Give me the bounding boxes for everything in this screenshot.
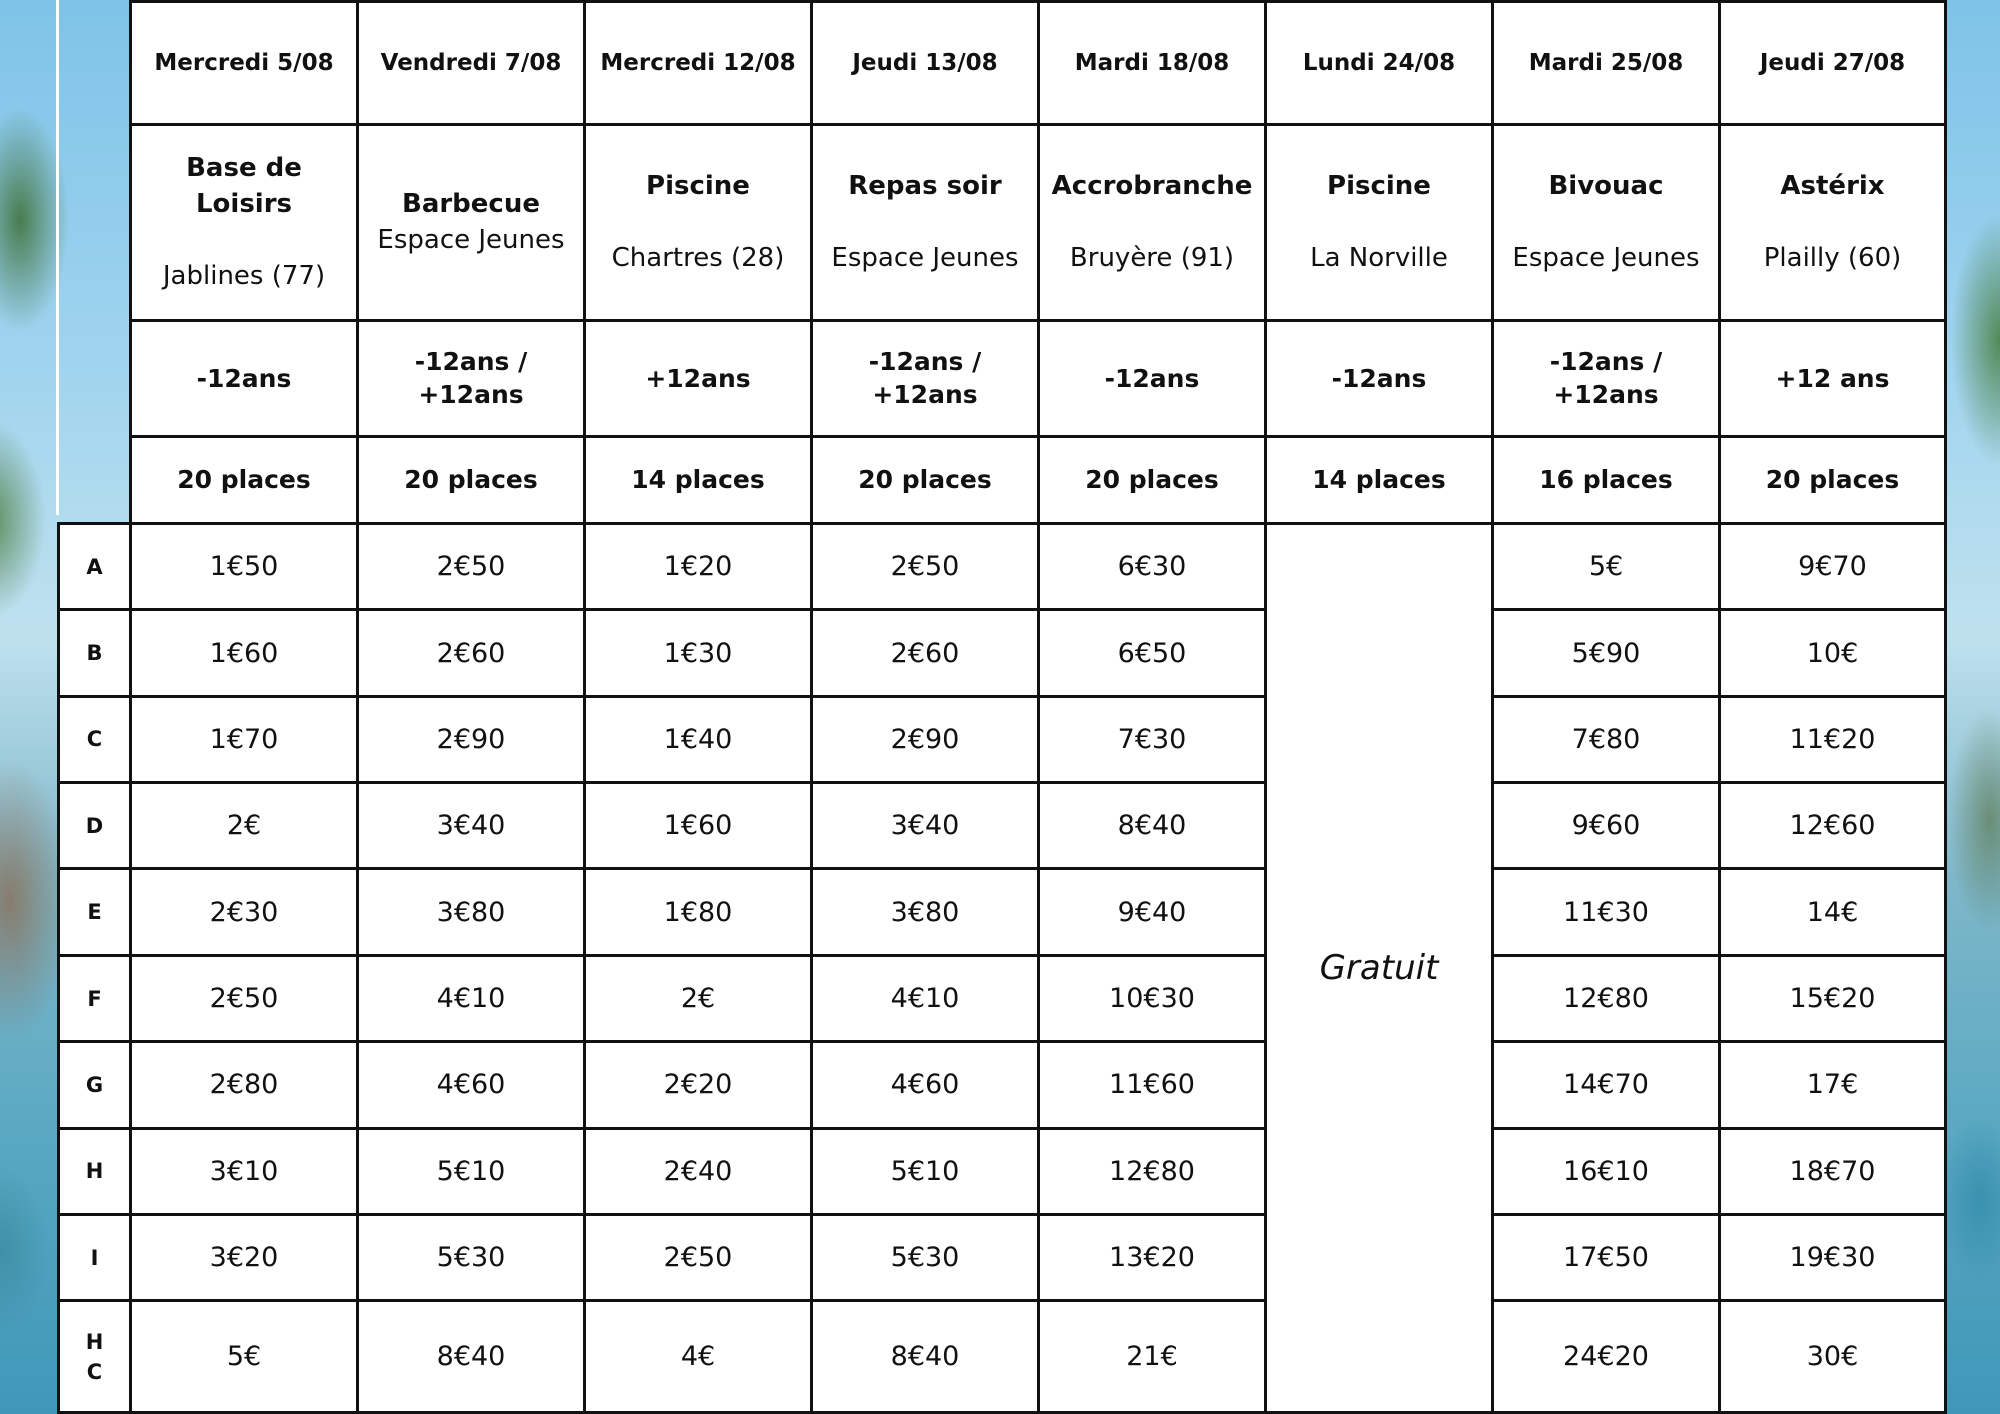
price-cell: 1€50 bbox=[131, 524, 358, 610]
tier-letter bbox=[59, 783, 131, 869]
price-cell: 4€ bbox=[585, 1301, 812, 1413]
tier-letter bbox=[59, 610, 131, 696]
age-cell bbox=[1720, 320, 1946, 436]
tier-letter bbox=[59, 955, 131, 1041]
price-cell: 5€90 bbox=[1493, 610, 1720, 696]
tier-letter bbox=[59, 696, 131, 782]
age-cell bbox=[1266, 320, 1493, 436]
activity-place: Bruyère (91) bbox=[1069, 243, 1235, 274]
tier-letter bbox=[59, 524, 131, 610]
price-cell: 30€ bbox=[1720, 1301, 1946, 1413]
price-cell: 21€ bbox=[1039, 1301, 1266, 1413]
price-cell: 2€80 bbox=[131, 1042, 358, 1128]
header-divider-line bbox=[56, 0, 59, 515]
background-palm-right bbox=[1940, 0, 2000, 1414]
date-label: Mardi 18/08 bbox=[1074, 49, 1230, 76]
places-cell: 20 places bbox=[1039, 436, 1266, 523]
date-header bbox=[1266, 2, 1493, 125]
price-row bbox=[59, 955, 1946, 1041]
price-cell: 2€90 bbox=[812, 696, 1039, 782]
price-cell: 6€50 bbox=[1039, 610, 1266, 696]
price-row bbox=[59, 524, 1946, 610]
date-label: Lundi 24/08 bbox=[1302, 49, 1456, 76]
price-cell: 8€40 bbox=[812, 1301, 1039, 1413]
price-row bbox=[59, 869, 1946, 955]
price-cell: 8€40 bbox=[1039, 783, 1266, 869]
tier-letter-text: D bbox=[85, 813, 104, 838]
date-label: Mercredi 12/08 bbox=[600, 49, 796, 76]
price-cell: 17€50 bbox=[1493, 1214, 1720, 1300]
price-cell: 4€10 bbox=[812, 955, 1039, 1041]
activity-title: Repas soir bbox=[848, 171, 1002, 202]
activity-place: Jablines (77) bbox=[162, 261, 326, 292]
activity-title: Accrobranche bbox=[1051, 171, 1253, 202]
price-cell: 1€60 bbox=[585, 783, 812, 869]
price-cell: 4€60 bbox=[358, 1042, 585, 1128]
price-cell: 5€ bbox=[1493, 524, 1720, 610]
date-label: Vendredi 7/08 bbox=[380, 49, 562, 76]
activity-cell bbox=[1039, 124, 1266, 320]
price-cell: 5€30 bbox=[812, 1214, 1039, 1300]
price-cell: 12€60 bbox=[1720, 783, 1946, 869]
date-header bbox=[131, 2, 358, 125]
price-cell: 2€30 bbox=[131, 869, 358, 955]
price-cell: 5€30 bbox=[358, 1214, 585, 1300]
activity-title: Base de Loisirs bbox=[186, 153, 302, 220]
price-row bbox=[59, 783, 1946, 869]
price-cell: 2€50 bbox=[358, 524, 585, 610]
age-line: +12ans bbox=[418, 380, 524, 410]
age-line: +12 ans bbox=[1775, 363, 1890, 393]
price-cell: 1€30 bbox=[585, 610, 812, 696]
date-header bbox=[1493, 2, 1720, 125]
price-cell: 3€80 bbox=[358, 869, 585, 955]
tier-letter bbox=[59, 1214, 131, 1300]
price-cell: 4€10 bbox=[358, 955, 585, 1041]
age-line: +12ans bbox=[1553, 380, 1659, 410]
activity-cell bbox=[1720, 124, 1946, 320]
price-cell: 1€20 bbox=[585, 524, 812, 610]
tier-letter-text: C bbox=[86, 727, 103, 752]
date-label: Jeudi 13/08 bbox=[852, 49, 998, 76]
activities-row bbox=[59, 124, 1946, 320]
activity-cell bbox=[812, 124, 1039, 320]
price-cell: 14€ bbox=[1720, 869, 1946, 955]
activity-place: Espace Jeunes bbox=[1512, 243, 1700, 274]
price-cell: 15€20 bbox=[1720, 955, 1946, 1041]
activity-title: Bivouac bbox=[1548, 171, 1664, 202]
date-label: Jeudi 27/08 bbox=[1759, 49, 1906, 76]
age-cell bbox=[131, 320, 358, 436]
price-cell: 9€70 bbox=[1720, 524, 1946, 610]
places-cell: 14 places bbox=[1266, 436, 1493, 523]
activity-place: Espace Jeunes bbox=[831, 243, 1019, 274]
price-cell: 7€30 bbox=[1039, 696, 1266, 782]
age-line: -12ans bbox=[196, 363, 292, 393]
age-cell bbox=[812, 320, 1039, 436]
price-cell: 1€60 bbox=[131, 610, 358, 696]
price-cell: 11€30 bbox=[1493, 869, 1720, 955]
date-header bbox=[358, 2, 585, 125]
age-line: -12ans / bbox=[868, 347, 982, 377]
price-cell: 24€20 bbox=[1493, 1301, 1720, 1413]
tier-letter-text: F bbox=[87, 986, 102, 1011]
price-cell: 2€ bbox=[585, 955, 812, 1041]
price-cell: 2€60 bbox=[812, 610, 1039, 696]
activity-cell bbox=[131, 124, 358, 320]
price-cell: 2€50 bbox=[131, 955, 358, 1041]
places-cell: 20 places bbox=[1720, 436, 1946, 523]
age-line: +12ans bbox=[645, 363, 751, 393]
price-row bbox=[59, 610, 1946, 696]
tier-letter-text: H bbox=[85, 1159, 104, 1184]
tier-letter-text: A bbox=[86, 554, 103, 579]
price-row bbox=[59, 1301, 1946, 1413]
gratuit-cell: Gratuit bbox=[1266, 524, 1493, 1413]
activity-place: Chartres (28) bbox=[611, 243, 785, 274]
activity-cell bbox=[585, 124, 812, 320]
activity-cell bbox=[358, 124, 585, 320]
price-cell: 5€ bbox=[131, 1301, 358, 1413]
age-line: +12ans bbox=[872, 380, 978, 410]
price-cell: 2€ bbox=[131, 783, 358, 869]
price-cell: 14€70 bbox=[1493, 1042, 1720, 1128]
price-cell: 9€40 bbox=[1039, 869, 1266, 955]
tier-letter-text: I bbox=[90, 1245, 99, 1270]
price-cell: 3€10 bbox=[131, 1128, 358, 1214]
date-header bbox=[1039, 2, 1266, 125]
age-line: -12ans bbox=[1331, 363, 1427, 393]
price-cell: 17€ bbox=[1720, 1042, 1946, 1128]
price-cell: 5€10 bbox=[812, 1128, 1039, 1214]
places-row bbox=[59, 436, 1946, 523]
age-line: -12ans bbox=[1104, 363, 1200, 393]
places-cell: 20 places bbox=[131, 436, 358, 523]
dates-row bbox=[59, 2, 1946, 125]
places-cell: 20 places bbox=[358, 436, 585, 523]
date-label: Mercredi 5/08 bbox=[154, 49, 334, 76]
price-cell: 3€20 bbox=[131, 1214, 358, 1300]
activity-title: Astérix bbox=[1780, 171, 1885, 202]
activity-place: Espace Jeunes bbox=[377, 225, 565, 256]
age-line: -12ans / bbox=[1549, 347, 1663, 377]
price-row bbox=[59, 696, 1946, 782]
price-cell: 2€50 bbox=[812, 524, 1039, 610]
tier-letter bbox=[59, 869, 131, 955]
price-cell: 8€40 bbox=[358, 1301, 585, 1413]
age-cell bbox=[1493, 320, 1720, 436]
price-cell: 3€80 bbox=[812, 869, 1039, 955]
date-header bbox=[585, 2, 812, 125]
price-cell: 2€50 bbox=[585, 1214, 812, 1300]
tier-letter-text: E bbox=[87, 900, 102, 925]
age-line: -12ans / bbox=[414, 347, 528, 377]
activity-place: La Norville bbox=[1310, 243, 1448, 274]
price-cell: 3€40 bbox=[358, 783, 585, 869]
price-row bbox=[59, 1128, 1946, 1214]
price-cell: 19€30 bbox=[1720, 1214, 1946, 1300]
date-header bbox=[812, 2, 1039, 125]
price-cell: 7€80 bbox=[1493, 696, 1720, 782]
activity-title: Piscine bbox=[646, 171, 750, 202]
places-cell: 20 places bbox=[812, 436, 1039, 523]
price-cell: 4€60 bbox=[812, 1042, 1039, 1128]
price-cell: 2€60 bbox=[358, 610, 585, 696]
date-label: Mardi 25/08 bbox=[1528, 49, 1684, 76]
price-cell: 13€20 bbox=[1039, 1214, 1266, 1300]
tier-letter bbox=[59, 1042, 131, 1128]
price-cell: 6€30 bbox=[1039, 524, 1266, 610]
price-cell: 5€10 bbox=[358, 1128, 585, 1214]
price-row bbox=[59, 1214, 1946, 1300]
age-cell bbox=[1039, 320, 1266, 436]
age-row bbox=[59, 320, 1946, 436]
places-cell: 14 places bbox=[585, 436, 812, 523]
price-cell: 1€40 bbox=[585, 696, 812, 782]
pricing-schedule-table bbox=[57, 0, 1947, 1414]
price-cell: 18€70 bbox=[1720, 1128, 1946, 1214]
tier-letter-text: B bbox=[86, 641, 103, 666]
date-header bbox=[1720, 2, 1946, 125]
price-cell: 3€40 bbox=[812, 783, 1039, 869]
activity-cell bbox=[1266, 124, 1493, 320]
tier-letter bbox=[59, 1301, 131, 1413]
tier-letter-text: H bbox=[85, 1329, 104, 1354]
price-cell: 12€80 bbox=[1493, 955, 1720, 1041]
activity-title: Barbecue bbox=[402, 189, 540, 220]
price-cell: 11€60 bbox=[1039, 1042, 1266, 1128]
age-cell bbox=[585, 320, 812, 436]
age-cell bbox=[358, 320, 585, 436]
tier-letter bbox=[59, 1128, 131, 1214]
price-row bbox=[59, 1042, 1946, 1128]
tier-letter-text: G bbox=[85, 1072, 104, 1097]
price-cell: 10€ bbox=[1720, 610, 1946, 696]
activity-title: Piscine bbox=[1327, 171, 1431, 202]
price-cell: 1€70 bbox=[131, 696, 358, 782]
price-cell: 2€20 bbox=[585, 1042, 812, 1128]
price-cell: 1€80 bbox=[585, 869, 812, 955]
price-cell: 2€40 bbox=[585, 1128, 812, 1214]
price-cell: 11€20 bbox=[1720, 696, 1946, 782]
activity-cell bbox=[1493, 124, 1720, 320]
price-cell: 2€90 bbox=[358, 696, 585, 782]
price-cell: 9€60 bbox=[1493, 783, 1720, 869]
tier-letter-text: C bbox=[86, 1359, 103, 1384]
header-corner bbox=[59, 2, 131, 524]
price-cell: 10€30 bbox=[1039, 955, 1266, 1041]
places-cell: 16 places bbox=[1493, 436, 1720, 523]
activity-place: Plailly (60) bbox=[1763, 243, 1902, 274]
price-cell: 12€80 bbox=[1039, 1128, 1266, 1214]
price-cell: 16€10 bbox=[1493, 1128, 1720, 1214]
